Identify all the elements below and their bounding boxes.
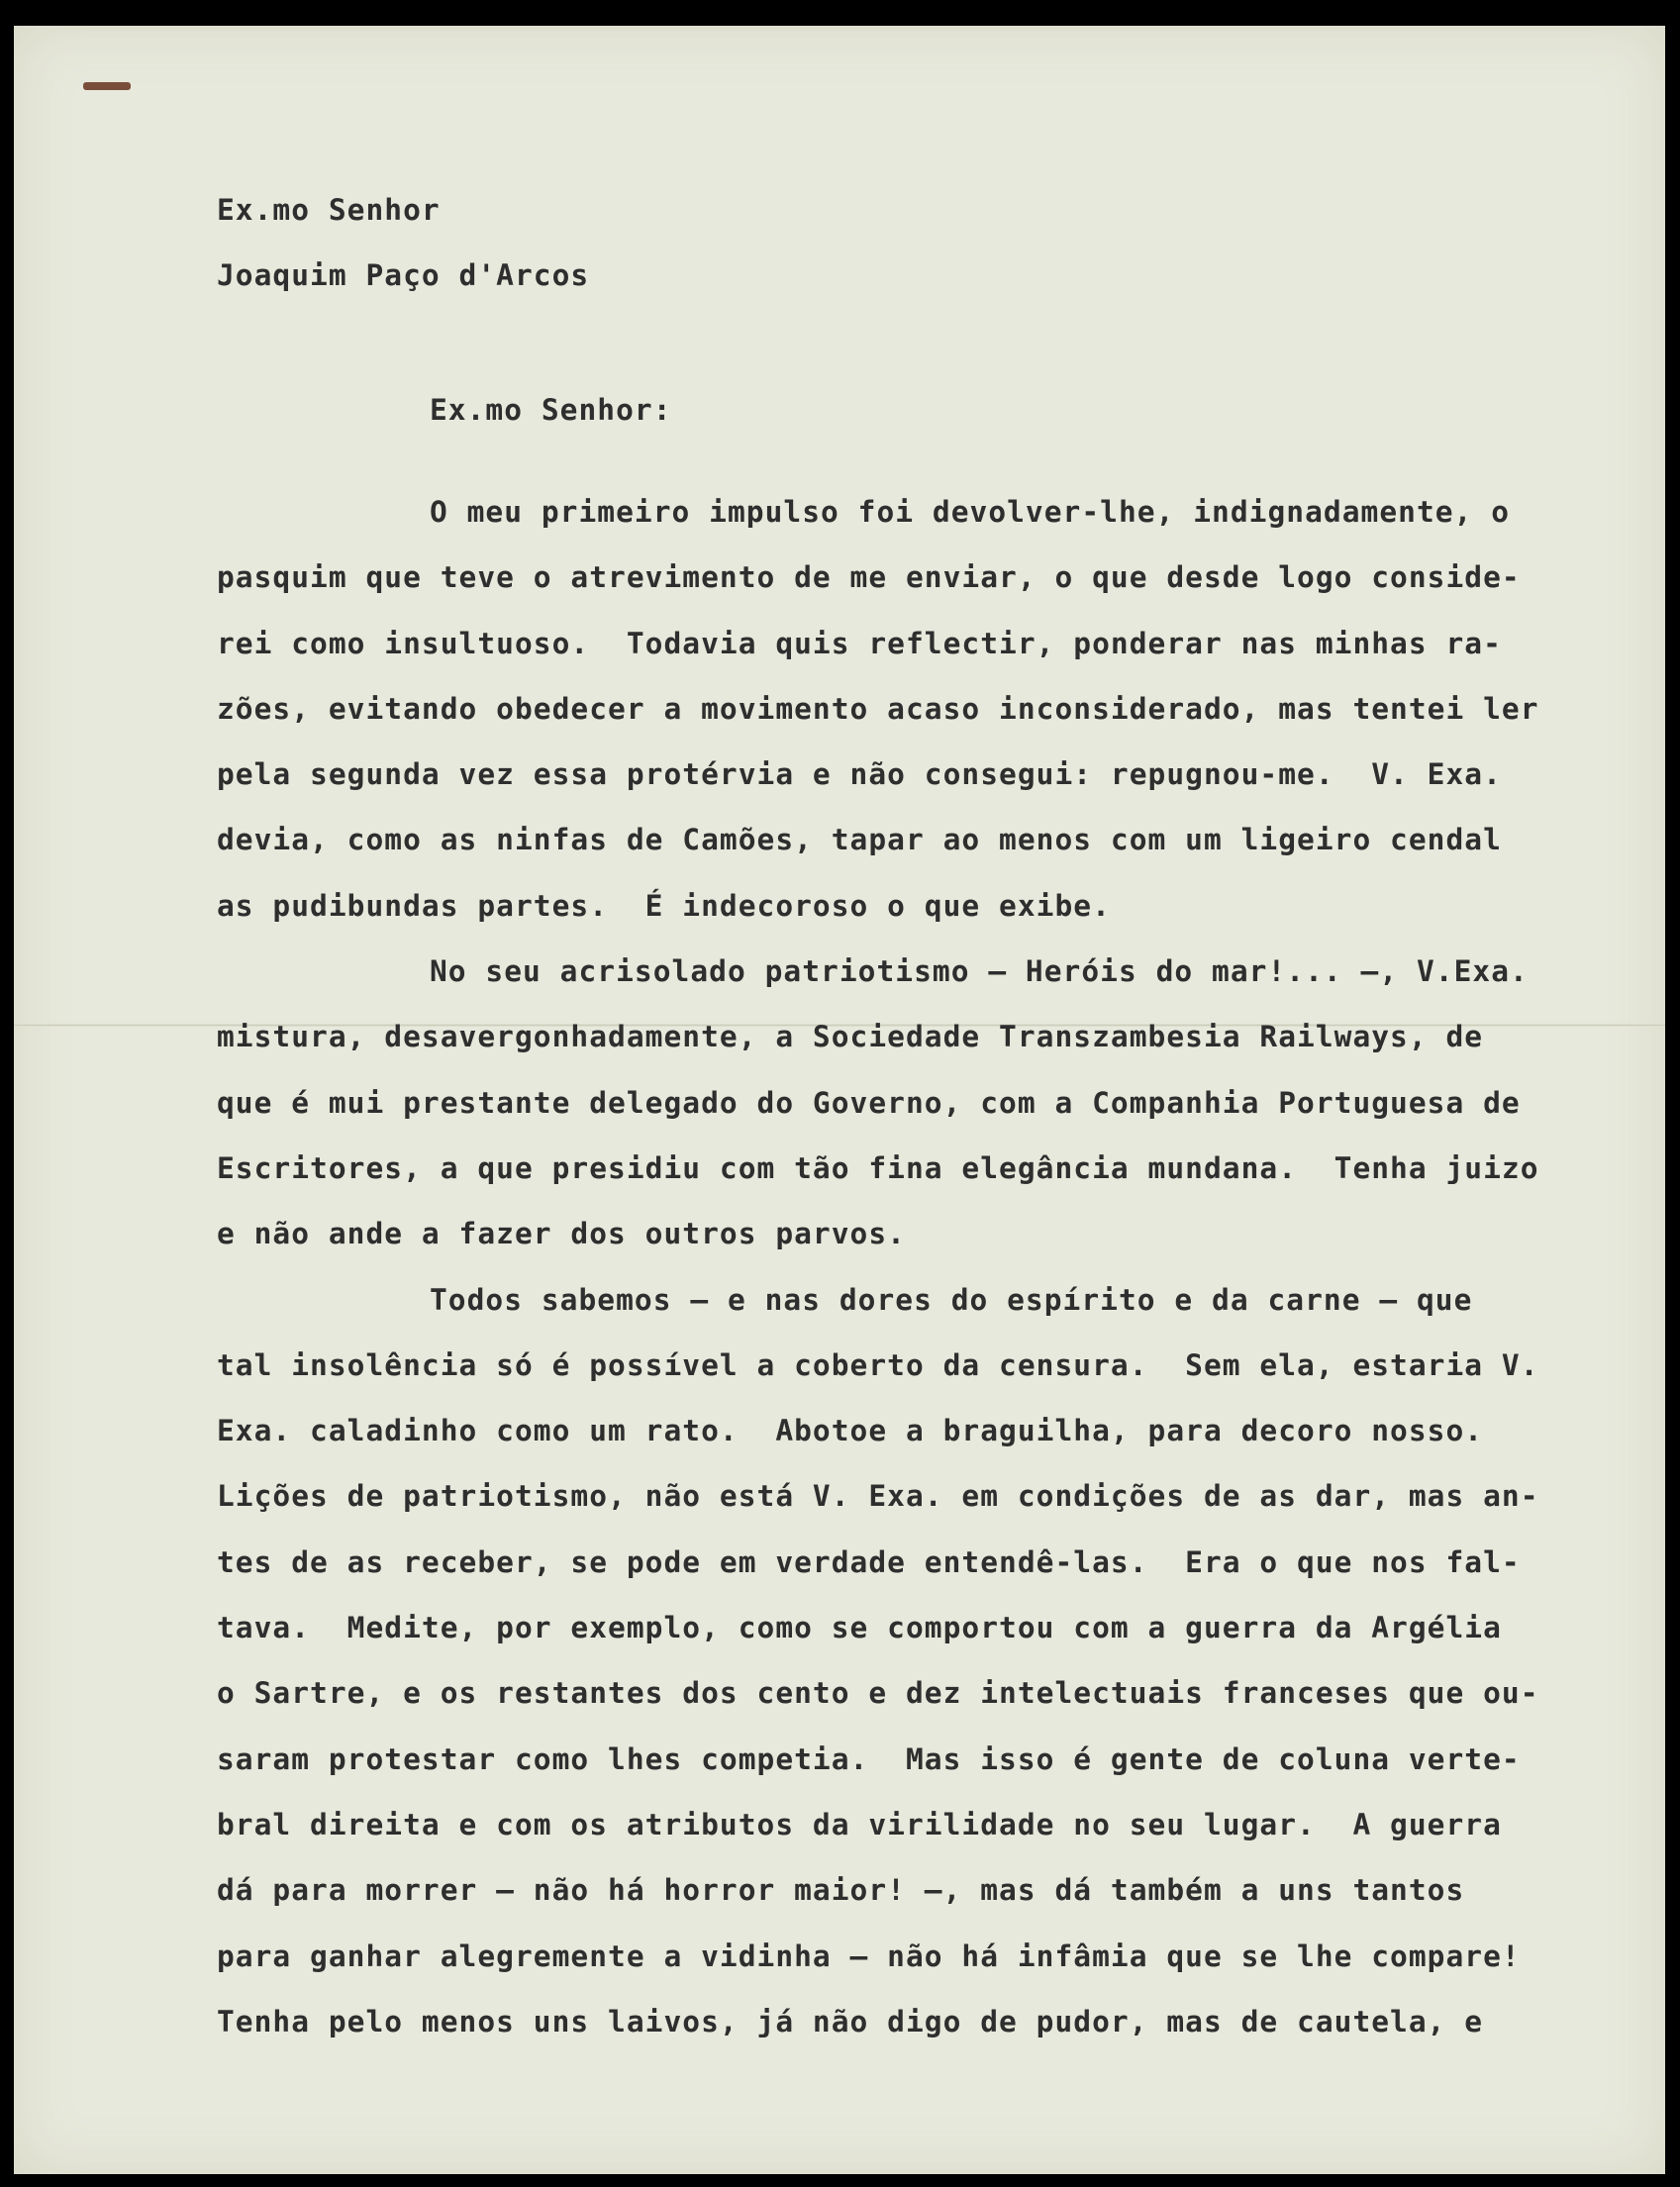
paragraph-3-line: Exa. caladinho como um rato. Abotoe a braguilha, para decoro nosso. [217,1414,1484,1447]
paragraph-1-line: pasquim que teve o atrevimento de me enviar, o que desde logo conside- [217,560,1521,594]
paragraph-2-line: que é mui prestante delegado do Governo, com a Companhia Portuguesa de [217,1086,1521,1120]
paragraph-3-line: o Sartre, e os restantes dos cento e dez intelectuais franceses que ou- [217,1676,1539,1710]
addressee-name: Joaquim Paço d'Arcos [217,258,590,292]
paragraph-3-line: tal insolência só é possível a coberto da censura. Sem ela, estaria V. [217,1348,1539,1382]
paragraph-3-line: para ganhar alegremente a vidinha — não há infâmia que se lhe compare! [217,1939,1521,1973]
addressee-title: Ex.mo Senhor [217,193,441,227]
paragraph-1-line: pela segunda vez essa protérvia e não consegui: repugnou-me. V. Exa. [217,757,1502,791]
paragraph-3-line: tava. Medite, por exemplo, como se comportou com a guerra da Argélia [217,1611,1502,1644]
letter-page [14,26,1665,2174]
paragraph-2-line: e não ande a fazer dos outros parvos. [217,1217,906,1250]
paragraph-1-line: rei como insultuoso. Todavia quis reflectir, ponderar nas minhas ra- [217,627,1502,660]
paragraph-1-line: devia, como as ninfas de Camões, tapar ao menos com um ligeiro cendal [217,823,1502,856]
paragraph-2-line: No seu acrisolado patriotismo — Heróis do mar!... —, V.Exa. [430,954,1529,988]
paragraph-3-line: dá para morrer — não há horror maior! —, mas dá também a uns tantos [217,1873,1465,1907]
paragraph-1-line: O meu primeiro impulso foi devolver-lhe, indignadamente, o [430,495,1511,529]
paragraph-3-line: Lições de patriotismo, não está V. Exa. em condições de as dar, mas an- [217,1479,1539,1513]
paragraph-3-line: Tenha pelo menos uns laivos, já não digo de pudor, mas de cautela, e [217,2005,1484,2038]
paragraph-3-line: bral direita e com os atributos da virilidade no seu lugar. A guerra [217,1808,1502,1841]
paragraph-2-line: mistura, desavergonhadamente, a Sociedade Transzambesia Railways, de [217,1020,1484,1053]
paragraph-3-line: tes de as receber, se pode em verdade entendê-las. Era o que nos fal- [217,1545,1521,1579]
paragraph-1-line: zões, evitando obedecer a movimento acaso inconsiderado, mas tentei ler [217,692,1539,726]
paper-tab-mark [83,82,131,90]
salutation: Ex.mo Senhor: [430,393,672,427]
paragraph-3-line: saram protestar como lhes competia. Mas isso é gente de coluna verte- [217,1742,1521,1776]
paragraph-1-line: as pudibundas partes. É indecoroso o que exibe. [217,889,1111,923]
paragraph-2-line: Escritores, a que presidiu com tão fina elegância mundana. Tenha juizo [217,1151,1539,1185]
paragraph-3-line: Todos sabemos — e nas dores do espírito e da carne — que [430,1283,1473,1317]
